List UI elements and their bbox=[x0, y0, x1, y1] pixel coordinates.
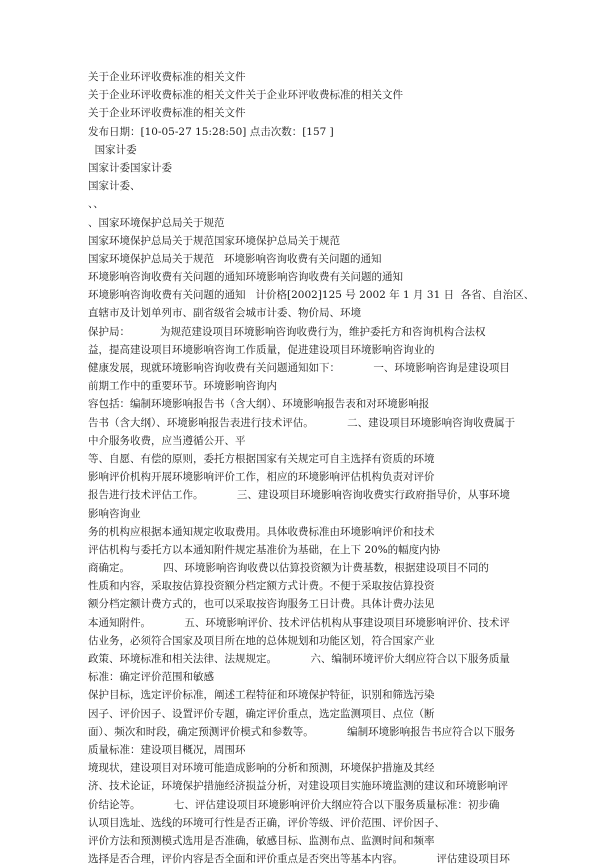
document-line: 关于企业环评收费标准的相关文件 bbox=[88, 107, 246, 120]
document-line: 政策、环境标准和相关法律、法规规定。 六、编制环境评价大纲应符合以下服务质量 bbox=[88, 653, 510, 665]
document-line: 务的机构应根据本通知规定收取费用。具体收费标准由环境影响评价和技术 bbox=[88, 525, 435, 538]
document-line: 发布日期：[10-05-27 15:28:50] 点击次数：[157 ] bbox=[88, 125, 334, 138]
document-line: 境现状，建设项目对环境可能造成影响的分析和预测，环境保护措施及其经 bbox=[88, 762, 435, 775]
document-line: 评估机构与委托方以本通知附件规定基准价为基础，在上下 20%的幅度内协 bbox=[88, 543, 441, 556]
document-body bbox=[88, 68, 535, 868]
document-line: 济、技术论证，环境保护措施经济损益分析，对建设项目实施环境监测的建议和环境影响评 bbox=[88, 780, 508, 793]
document-line: 保护目标，选定评价标准，阐述工程特征和环境保护特征，识别和筛选污染 bbox=[88, 689, 435, 702]
document-line: 面）、频次和时段，确定预测评价模式和参数等。 编制环境影响报告书应符合以下服务 bbox=[88, 725, 516, 738]
document-line: 标准：确定评价范围和敏感 bbox=[88, 671, 214, 684]
document-line: 关于企业环评收费标准的相关文件关于企业环评收费标准的相关文件 bbox=[88, 89, 403, 102]
document-line: 报告进行技术评估工作。 三、建设项目环境影响咨询收费实行政府指导价，从事环境 bbox=[88, 489, 510, 502]
document-line: 益，提高建设项目环境影响咨询工作质量，促进建设项目环境影响咨询业的 bbox=[88, 343, 435, 356]
document-line: 国家环境保护总局关于规范 环境影响咨询收费有关问题的通知 bbox=[88, 252, 382, 265]
document-line: 告书（含大纲）、环境影响报告表进行技术评估。 二、建设项目环境影响咨询收费属于 bbox=[88, 416, 516, 429]
document-line: 国家环境保护总局关于规范国家环境保护总局关于规范 bbox=[88, 234, 340, 247]
document-line: 估业务，必须符合国家及项目所在地的总体规划和功能区划，符合国家产业 bbox=[88, 634, 435, 647]
document-line: 商确定。 四、环境影响咨询收费以估算投资额为计费基数，根据建设项目不同的 bbox=[88, 562, 489, 575]
document-line: 、国家环境保护总局关于规范 bbox=[88, 216, 225, 229]
document-line: 影响评价机构开展环境影响评价工作，相应的环境影响评估机构负责对评价 bbox=[88, 471, 435, 484]
document-line: 直辖市及计划单列市、副省级省会城市计委、物价局、环境 bbox=[88, 307, 361, 320]
document-line: 前期工作中的重要环节。环境影响咨询内 bbox=[88, 380, 277, 393]
document-line: 关于企业环评收费标准的相关文件 bbox=[88, 71, 246, 83]
document-line: 评价方法和预测模式选用是否准确，敏感目标、监测布点、监测时间和频率 bbox=[88, 834, 435, 847]
document-line: 价结论等。 七、评估建设项目环境影响评价大纲应符合以下服务质量标准：初步确 bbox=[88, 798, 500, 811]
document-line: 因子、评价因子、设置评价专题，确定评价重点，选定监测项目、点位（断 bbox=[88, 707, 435, 720]
document-line: 认项目选址、选线的环境可行性是否正确，评价等级、评价范围、评价因子、 bbox=[88, 816, 445, 829]
document-line: 健康发展，现就环境影响咨询收费有关问题通知如下： 一、环境影响咨询是建设项目 bbox=[88, 362, 510, 374]
document-line: 国家计委、 bbox=[88, 180, 141, 193]
document-line: 选择是否合理，评价内容是否全面和评价重点是否突出等基本内容。 评估建设项目环 bbox=[88, 853, 510, 866]
document-line: 等、自愿、有偿的原则，委托方根据国家有关规定可自主选择有资质的环境 bbox=[88, 452, 435, 465]
document-line: 影响咨询业 bbox=[88, 507, 141, 520]
document-line: 质量标准：建设项目概况，周围环 bbox=[88, 743, 246, 756]
document-line: 额分档定额计费方式的，也可以采取按咨询服务工日计费。具体计费办法见 bbox=[88, 598, 435, 611]
document-line: 环境影响咨询收费有关问题的通知环境影响咨询收费有关问题的通知 bbox=[88, 271, 403, 284]
document-line: 国家计委国家计委 bbox=[88, 161, 172, 174]
document-line: 国家计委 bbox=[88, 143, 137, 156]
document-line: 中介服务收费，应当遵循公开、平 bbox=[88, 434, 246, 447]
document-line: 、、 bbox=[88, 198, 104, 211]
document-line: 容包括：编制环境影响报告书（含大纲）、环境影响报告表和对环境影响报 bbox=[88, 398, 430, 411]
document-line: 性质和内容，采取按估算投资额分档定额方式计费。不便于采取按估算投资 bbox=[88, 580, 435, 593]
document-line: 环境影响咨询收费有关问题的通知 计价格[2002]125 号 2002 年 1 月 31 日 各省、自治区、 bbox=[88, 289, 535, 302]
document-line: 本通知附件。 五、环境影响评价、技术评估机构从事建设项目环境影响评价、技术评 bbox=[88, 616, 510, 629]
document-line: 保护局： 为规范建设项目环境影响咨询收费行为，维护委托方和咨询机构合法权 bbox=[88, 325, 486, 338]
